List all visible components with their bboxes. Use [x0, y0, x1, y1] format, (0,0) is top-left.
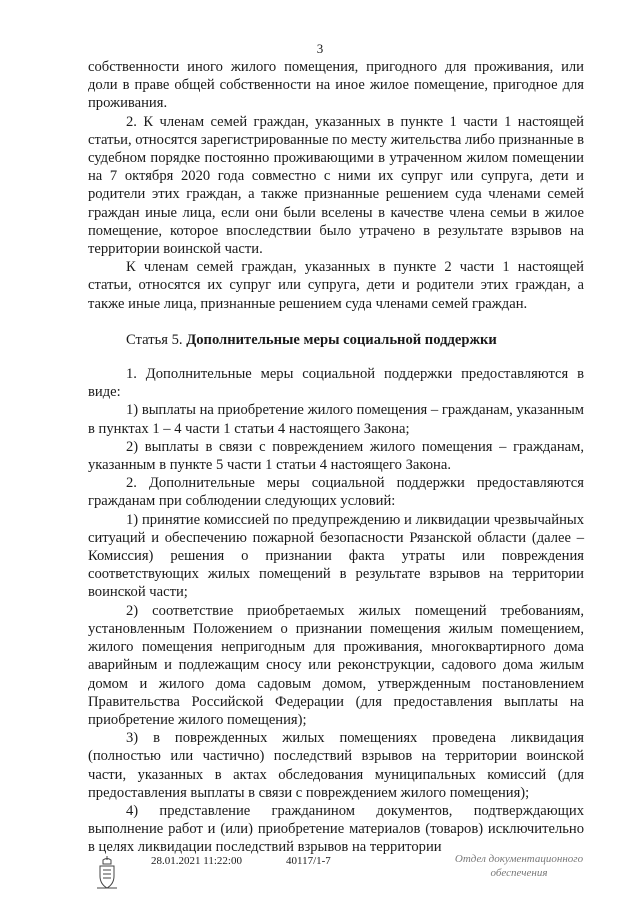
document-body	[88, 58, 584, 857]
paragraph-measure-1: 1) выплаты на приобретение жилого помещения – гражданам, указанным в пунктах 1 – 4 части 1 статьи 4 настоящего Закона;	[88, 402, 584, 437]
paragraph-condition-4: 4) представление гражданином документов, подтверждающих выполнение работ и (или) приобретение материалов (товаров) исключительно в целях ликвидации последствий взрывов на территории	[88, 802, 584, 856]
stamp-line-1: Отдел документационного	[454, 853, 584, 865]
article-title: Дополнительные меры социальной поддержки	[186, 331, 497, 348]
page-number: 3	[316, 41, 324, 56]
paragraph-condition-2: 2) соответствие приобретаемых жилых помещений требованиям, установленным Положением о признании помещения жилым помещением, жилого помещения непригодным для проживания, многоквартирного дома аварийным и подлежащим сносу или реконструкции, садового дома жилым домом и жилого дома садовым домом, утвержденным постановлением Правительства Российской Федерации (для предоставления выплаты на приобретение жилого помещения);	[88, 602, 584, 728]
paragraph-family-members-1: 2. К членам семей граждан, указанных в пункте 1 части 1 настоящей статьи, относятся зарегистрированные по месту жительства либо признанные в судебном порядке постоянно проживающими в утраченном жилом помещении на 7 октября 2020 года совместно с ними их супруг или супруга, дети и родители этих граждан, а также признанные решением суда членами семей граждан иные лица, если они были вселены в качестве члена семьи в жилое помещение, которое впоследствии было утрачено в результате взрывов на территории воинской части.	[88, 113, 584, 258]
paragraph-conditions-intro: 2. Дополнительные меры социальной поддержки предоставляются гражданам при соблюдении следующих условий:	[88, 475, 584, 510]
paragraph-condition-1: 1) принятие комиссией по предупреждению и ликвидации чрезвычайных ситуаций и обеспечению пожарной безопасности Рязанской области (далее – Комиссия) решения о признании факта утраты или повреждения соответствующих жилых помещений в результате взрывов на территории воинской части;	[88, 511, 584, 601]
paragraph-measures-intro: 1. Дополнительные меры социальной поддержки предоставляются в виде:	[88, 366, 584, 401]
footer-doc-number: 40117/1-7	[286, 855, 331, 867]
paragraph-condition-3: 3) в поврежденных жилых помещениях проведена ликвидация (полностью или частично) последствий взрывов на территории воинской части, указанных в актах обследования муниципальных комиссий (для предоставления выплаты в связи с повреждением жилого помещения);	[88, 730, 584, 801]
coat-of-arms-icon	[94, 854, 120, 892]
paragraph-continuation: собственности иного жилого помещения, пригодного для проживания, или доли в праве общей собственности на иное жилое помещение, пригодное для проживания.	[88, 59, 584, 112]
department-stamp	[440, 852, 598, 880]
page-footer	[0, 848, 640, 898]
footer-datetime: 28.01.2021 11:22:00	[151, 855, 242, 867]
paragraph-family-members-2: К членам семей граждан, указанных в пункте 2 части 1 настоящей статьи, относятся их супруг или супруга, дети и родители этих граждан, а также иные лица, признанные решением суда членами семей граждан.	[88, 259, 584, 312]
article-prefix: Статья 5.	[126, 331, 183, 348]
article-heading	[88, 331, 584, 349]
paragraph-measure-2: 2) выплаты в связи с повреждением жилого помещения – гражданам, указанным в пункте 5 части 1 статьи 4 настоящего Закона.	[88, 438, 584, 474]
stamp-line-2: обеспечения	[490, 867, 548, 879]
